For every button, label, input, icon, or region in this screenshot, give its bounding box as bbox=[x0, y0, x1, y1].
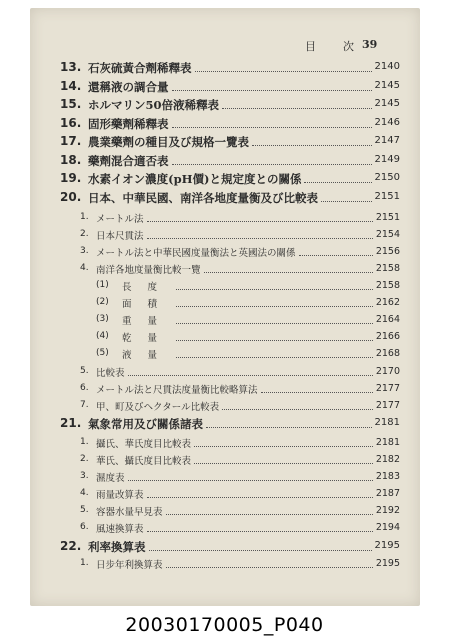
toc-entry bbox=[30, 60, 420, 76]
entry-page: 2140 bbox=[374, 61, 400, 72]
entry-title: 日步年利換算表 bbox=[96, 560, 163, 571]
toc-entry bbox=[30, 116, 420, 132]
header-page-number: 39 bbox=[362, 38, 378, 51]
entry-page: 2168 bbox=[375, 348, 400, 359]
entry-title: 利率換算表 bbox=[88, 540, 146, 554]
entry-page: 2187 bbox=[375, 488, 400, 499]
dot-leader bbox=[166, 567, 373, 568]
book-page bbox=[30, 8, 420, 606]
dot-leader bbox=[176, 306, 373, 307]
toc-entry bbox=[30, 556, 420, 572]
entry-number: 5. bbox=[80, 366, 89, 376]
entry-page: 2145 bbox=[374, 98, 400, 109]
entry-title: 長度 bbox=[122, 282, 174, 293]
toc-entry bbox=[30, 539, 420, 555]
entry-number: 5. bbox=[80, 505, 89, 515]
toc-entry bbox=[30, 134, 420, 150]
entry-title: メートル法 bbox=[96, 214, 144, 225]
dot-leader bbox=[206, 427, 372, 428]
toc-entry bbox=[30, 364, 420, 380]
toc-entry bbox=[30, 312, 420, 328]
entry-number: 22. bbox=[60, 539, 82, 553]
toc-entry bbox=[30, 295, 420, 311]
entry-title: 還稱液の調合量 bbox=[88, 79, 169, 94]
entry-number: 20. bbox=[60, 189, 82, 204]
entry-number: 17. bbox=[60, 134, 82, 148]
dot-leader bbox=[299, 255, 373, 256]
entry-number: 3. bbox=[80, 471, 89, 481]
header-title: 目 次 bbox=[305, 40, 362, 53]
toc-entry bbox=[30, 452, 420, 468]
entry-number: 7. bbox=[80, 400, 89, 410]
entry-title: 華氏、攝氏度目比較表 bbox=[96, 456, 192, 467]
entry-number: (2) bbox=[96, 297, 109, 307]
toc-entry bbox=[30, 381, 420, 397]
dot-leader bbox=[147, 531, 373, 532]
entry-number: 13. bbox=[60, 60, 82, 74]
entry-number: 4. bbox=[80, 488, 89, 498]
image-caption: 20030170005_P040 bbox=[125, 614, 324, 636]
entry-title: 重量 bbox=[122, 316, 174, 327]
dot-leader bbox=[204, 272, 373, 273]
toc-entry bbox=[30, 227, 420, 243]
toc-entry bbox=[30, 398, 420, 414]
entry-number: 1. bbox=[80, 437, 89, 447]
dot-leader bbox=[261, 392, 373, 393]
entry-page: 2183 bbox=[375, 471, 400, 482]
toc-entry bbox=[30, 153, 420, 169]
entry-page: 2164 bbox=[375, 314, 400, 325]
dot-leader bbox=[128, 480, 373, 481]
entry-number: 21. bbox=[60, 416, 82, 430]
dot-leader bbox=[176, 289, 373, 290]
entry-title: 日本尺貫法 bbox=[96, 231, 144, 242]
dot-leader bbox=[304, 182, 372, 183]
entry-page: 2149 bbox=[374, 153, 400, 165]
entry-page: 2177 bbox=[375, 383, 400, 394]
entry-title: 農業藥劑の種目及び規格一覽表 bbox=[88, 135, 249, 149]
entry-number: 2. bbox=[80, 229, 89, 239]
entry-page: 2177 bbox=[375, 400, 400, 411]
entry-number: (4) bbox=[96, 331, 109, 341]
toc-entry bbox=[30, 190, 420, 206]
entry-title: 濕度表 bbox=[96, 473, 125, 484]
toc-entry bbox=[30, 486, 420, 502]
entry-title: 石灰硫黃合劑稀釋表 bbox=[88, 61, 192, 75]
dot-leader bbox=[172, 90, 372, 91]
dot-leader bbox=[176, 357, 373, 358]
entry-title: 乾量 bbox=[122, 333, 174, 344]
entry-page: 2195 bbox=[374, 540, 400, 551]
entry-page: 2151 bbox=[375, 212, 400, 223]
entry-page: 2170 bbox=[375, 366, 400, 377]
toc-entry bbox=[30, 503, 420, 519]
entry-page: 2195 bbox=[375, 558, 400, 569]
entry-page: 2156 bbox=[375, 246, 400, 257]
entry-number: 18. bbox=[60, 152, 82, 167]
dot-leader bbox=[195, 71, 372, 72]
dot-leader bbox=[166, 514, 373, 515]
toc-entry bbox=[30, 329, 420, 345]
entry-number: 2. bbox=[80, 454, 89, 464]
entry-page: 2181 bbox=[375, 437, 400, 448]
entry-page: 2146 bbox=[374, 116, 400, 128]
entry-page: 2150 bbox=[374, 172, 400, 183]
entry-page: 2158 bbox=[375, 280, 400, 291]
entry-title: 比較表 bbox=[96, 368, 125, 379]
entry-number: 1. bbox=[80, 212, 89, 222]
entry-number: 15. bbox=[60, 97, 82, 111]
entry-number: (3) bbox=[96, 314, 109, 324]
dot-leader bbox=[128, 375, 373, 376]
dot-leader bbox=[172, 127, 372, 128]
entry-page: 2147 bbox=[374, 135, 400, 146]
entry-title: 水素イオン濃度(pH價)と規定度との關係 bbox=[88, 172, 302, 186]
entry-number: (1) bbox=[96, 280, 109, 290]
dot-leader bbox=[149, 550, 372, 551]
dot-leader bbox=[147, 497, 373, 498]
entry-page: 2154 bbox=[375, 229, 400, 240]
entry-title: 藥劑混合適否表 bbox=[88, 153, 169, 168]
entry-page: 2145 bbox=[374, 79, 400, 91]
entry-number: 6. bbox=[80, 522, 89, 532]
toc-entry bbox=[30, 520, 420, 536]
entry-page: 2181 bbox=[374, 417, 400, 428]
dot-leader bbox=[252, 145, 372, 146]
entry-number: 1. bbox=[80, 558, 89, 568]
toc-entry bbox=[30, 469, 420, 485]
entry-number: 4. bbox=[80, 263, 89, 273]
dot-leader bbox=[172, 164, 372, 165]
dot-leader bbox=[194, 446, 373, 447]
page-header bbox=[30, 38, 420, 54]
entry-title: 風速換算表 bbox=[96, 524, 144, 535]
toc-entry bbox=[30, 261, 420, 277]
entry-number: 6. bbox=[80, 383, 89, 393]
toc-entry bbox=[30, 416, 420, 432]
dot-leader bbox=[147, 238, 373, 239]
dot-leader bbox=[321, 201, 372, 202]
entry-page: 2166 bbox=[375, 331, 400, 342]
dot-leader bbox=[194, 463, 373, 464]
entry-title: 攝氏、華氏度目比較表 bbox=[96, 439, 192, 450]
entry-page: 2158 bbox=[375, 263, 400, 274]
entry-number: 3. bbox=[80, 246, 89, 256]
entry-title: 固形藥劑稀釋表 bbox=[88, 116, 169, 131]
toc-entry bbox=[30, 171, 420, 187]
toc-entry bbox=[30, 278, 420, 294]
entry-title: 日本、中華民國、南洋各地度量衡及び比較表 bbox=[88, 190, 318, 205]
entry-page: 2194 bbox=[375, 522, 400, 533]
entry-number: (5) bbox=[96, 348, 109, 358]
entry-title: メートル法と尺貫法度量衡比較略算法 bbox=[96, 385, 258, 396]
entry-number: 19. bbox=[60, 171, 82, 185]
toc-entry bbox=[30, 346, 420, 362]
entry-page: 2192 bbox=[375, 505, 400, 516]
entry-title: 南洋各地度量衡比較一覽 bbox=[96, 265, 201, 276]
dot-leader bbox=[222, 409, 373, 410]
entry-title: メートル法と中華民國度量衡法と英國法の關係 bbox=[96, 248, 296, 259]
entry-title: ホルマリン50倍液稀釋表 bbox=[88, 98, 220, 112]
entry-title: 面積 bbox=[122, 299, 174, 310]
entry-title: 液量 bbox=[122, 350, 174, 361]
entry-title: 甲、町及びヘクタール比較表 bbox=[96, 402, 220, 413]
entry-title: 雨量改算表 bbox=[96, 490, 144, 501]
entry-title: 氣象常用及び關係諸表 bbox=[88, 417, 203, 431]
toc-entry bbox=[30, 244, 420, 260]
dot-leader bbox=[147, 221, 373, 222]
toc-entry bbox=[30, 97, 420, 113]
dot-leader bbox=[176, 323, 373, 324]
toc-entry bbox=[30, 210, 420, 226]
toc-entry bbox=[30, 79, 420, 95]
dot-leader bbox=[176, 340, 373, 341]
entry-page: 2162 bbox=[375, 297, 400, 308]
entry-page: 2182 bbox=[375, 454, 400, 465]
dot-leader bbox=[222, 108, 372, 109]
entry-title: 容器水量早見表 bbox=[96, 507, 163, 518]
toc-entry bbox=[30, 435, 420, 451]
entry-number: 14. bbox=[60, 78, 82, 93]
entry-page: 2151 bbox=[374, 190, 400, 202]
entry-number: 16. bbox=[60, 115, 82, 130]
